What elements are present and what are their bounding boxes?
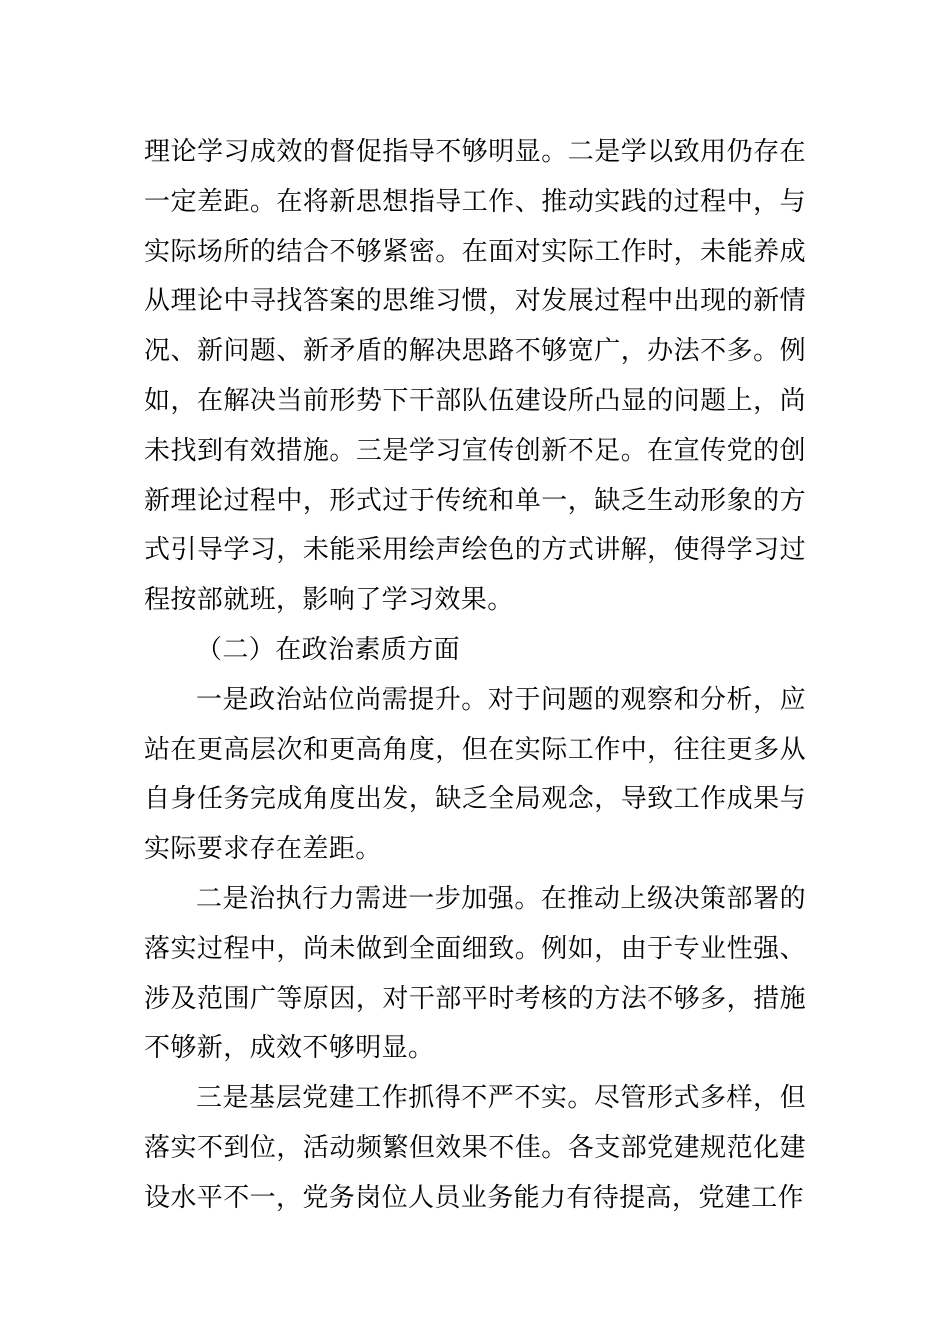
paragraph-theory-study: 理论学习成效的督促指导不够明显。二是学以致用仍存在一定差距。在将新思想指导工作、推动实践的过程中，与实际场所的结合不够紧密。在面对实际工作时，未能养成从理论中寻找答案的思维习惯，对发展过程中出现的新情况、新问题、新矛盾的解决思路不够宽广，办法不多。例如，在解决当前形势下干部队伍建设所凸显的问题上，尚未找到有效措施。三是学习宣传创新不足。在宣传党的创新理论过程中，形式过于传统和单一，缺乏生动形象的方式引导学习，未能采用绘声绘色的方式讲解，使得学习过程按部就班，影响了学习效果。 xyxy=(144,137,806,616)
paragraph-execution: 二是治执行力需进一步加强。在推动上级决策部署的落实过程中，尚未做到全面细致。例如，由于专业性强、涉及范围广等原因，对干部平时考核的方法不够多，措施不够新，成效不够明显。 xyxy=(144,883,806,1064)
section-heading-political-quality: （二）在政治素质方面 xyxy=(196,634,461,665)
paragraph-political-stance: 一是政治站位尚需提升。对于问题的观察和分析，应站在更高层次和更高角度，但在实际工作中，往往更多从自身任务完成角度出发，缺乏全局观念，导致工作成果与实际要求存在差距。 xyxy=(144,684,806,865)
document-body xyxy=(144,128,806,1224)
paragraph-party-building: 三是基层党建工作抓得不严不实。尽管形式多样，但落实不到位，活动频繁但效果不佳。各支部党建规范化建设水平不一，党务岗位人员业务能力有待提高，党建工作 xyxy=(144,1083,806,1213)
